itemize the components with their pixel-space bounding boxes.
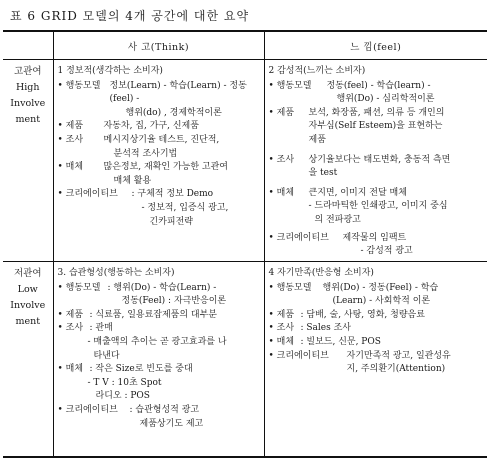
- quadrant-heading: 3. 습관형성(행동하는 소비자): [57, 268, 175, 278]
- quadrant-heading: 4 자기만족(반응형 소비자): [268, 268, 374, 278]
- product-item: • 제품 자동차, 집, 가구, 신제품: [57, 121, 199, 132]
- quadrant-affective: 2 감성적(느끼는 소비자) • 행동모델 정동(feel) - 학습(learn) - 행위(Do) - 심리학적이론 • 제품 보석, 화장품, 패션, 의류 등 개인의 자부심(Self Esteem)을 표현하는 제품 • 조사 상기율보다는 태도변화, 충동적 측면 을 test • 매체 큰지면, 이미지 전달 매체 - 드라마틱한 인쇄광고, 이미지 중심 의 전파광고 • 크리에이티브 제작물의 임팩트 - 감성적 광고: [265, 60, 488, 259]
- quadrant-heading: 2 감성적(느끼는 소비자): [268, 66, 366, 76]
- product-item: • 제품 보석, 화장품, 패션, 의류 등 개인의: [268, 107, 445, 118]
- quadrant-self-satisfaction: 4 자기만족(반응형 소비자) • 행동모델 행위(Do) - 정동(Feel) - 학습 (Learn) - 사회학적 이론 • 제품 : 담배, 술, 사탕, 영화, 청량음료 • 조사 : Sales 조사 • 매체 : 빌보드, 신문, POS • 크리에이티브 자기만족적 광고, 일관성유 지, 주의환기(Attention): [265, 262, 488, 377]
- model-item: • 행동모델 행위(Do) - 정동(Feel) - 학습: [268, 282, 439, 293]
- quadrant-heading: 1 정보적(생각하는 소비자): [57, 66, 163, 76]
- media-item: • 매체 : 빌보드, 신문, POS: [268, 336, 381, 347]
- creative-item: • 크리에이티브 자기만족적 광고, 일관성유: [268, 350, 451, 361]
- quadrant-informative: 1 정보적(생각하는 소비자) • 행동모델 정보(Learn) - 학습(Learn) - 정동(feel) - 행위(do) , 경제학적이론 • 제품 자동차, 집, 가구, 신제품 • 조사 메시지상기율 테스트, 진단적, 분석적 조사기법 • 매체 많은정보, 재확인 가능한 고관여 매체 활용 • 크리에이티브 : 구체적 정보 Demo - 정보적, 입증식 광고, 긴카피전략: [54, 60, 264, 229]
- research-item: • 조사 상기율보다는 태도변화, 충동적 측면: [268, 154, 451, 165]
- creative-item: • 크리에이티브 : 구체적 정보 Demo: [57, 189, 214, 200]
- header-feel: 느 낌(feel): [264, 31, 487, 60]
- creative-item: • 크리에이티브 제작물의 임팩트: [268, 232, 407, 243]
- quadrant-habit-formation: 3. 습관형성(행동하는 소비자) • 행동모델 : 행위(Do) - 학습(Learn) - 정동(Feel) : 자극반응이론 • 제품 : 식료품, 일용료잡제품의 대부분 • 조사 : 관매 - 매출액의 추이는 곧 광고효과를 나 타낸다 • 매체 : 작은 Size로 빈도를 중대 - T V : 10초 Spot 라디오 : POS • 크리에이티브 : 습관형성적 광고 제품상기도 제고: [54, 262, 264, 431]
- row-high-involvement: [3, 60, 487, 262]
- row-low-involvement: [3, 262, 487, 458]
- research-item: • 조사 메시지상기율 테스트, 진단적,: [57, 134, 220, 145]
- media-item: • 매체 큰지면, 이미지 전달 매체: [268, 187, 407, 198]
- row-label-low: 저관여 Low Involve ment: [10, 268, 46, 327]
- model-item: • 행동모델 정동(feel) - 학습(learn) -: [268, 80, 431, 91]
- header-row: [3, 31, 487, 60]
- table-title: 표 6 GRID 모델의 4개 공간에 대한 요약: [10, 9, 250, 23]
- research-item: • 조사 : 관매: [57, 323, 113, 334]
- media-item: • 매체 : 작은 Size로 빈도를 중대: [57, 364, 193, 375]
- header-think: 사 고(Think): [53, 31, 264, 60]
- product-item: • 제품 : 식료품, 일용료잡제품의 대부분: [57, 309, 217, 320]
- creative-item: • 크리에이티브 : 습관형성적 광고: [57, 404, 200, 415]
- model-item: • 행동모델 : 행위(Do) - 학습(Learn) -: [57, 282, 217, 293]
- model-item: • 행동모델 정보(Learn) - 학습(Learn) - 정동(feel) -: [57, 80, 247, 105]
- header-corner: [3, 31, 53, 60]
- grid-model-table: [3, 30, 487, 458]
- media-item: • 매체 많은정보, 재확인 가능한 고관여: [57, 162, 228, 173]
- row-label-high: 고관여 High Involve ment: [10, 66, 46, 125]
- research-item: • 조사 : Sales 조사: [268, 323, 351, 334]
- product-item: • 제품 : 담배, 술, 사탕, 영화, 청량음료: [268, 309, 425, 320]
